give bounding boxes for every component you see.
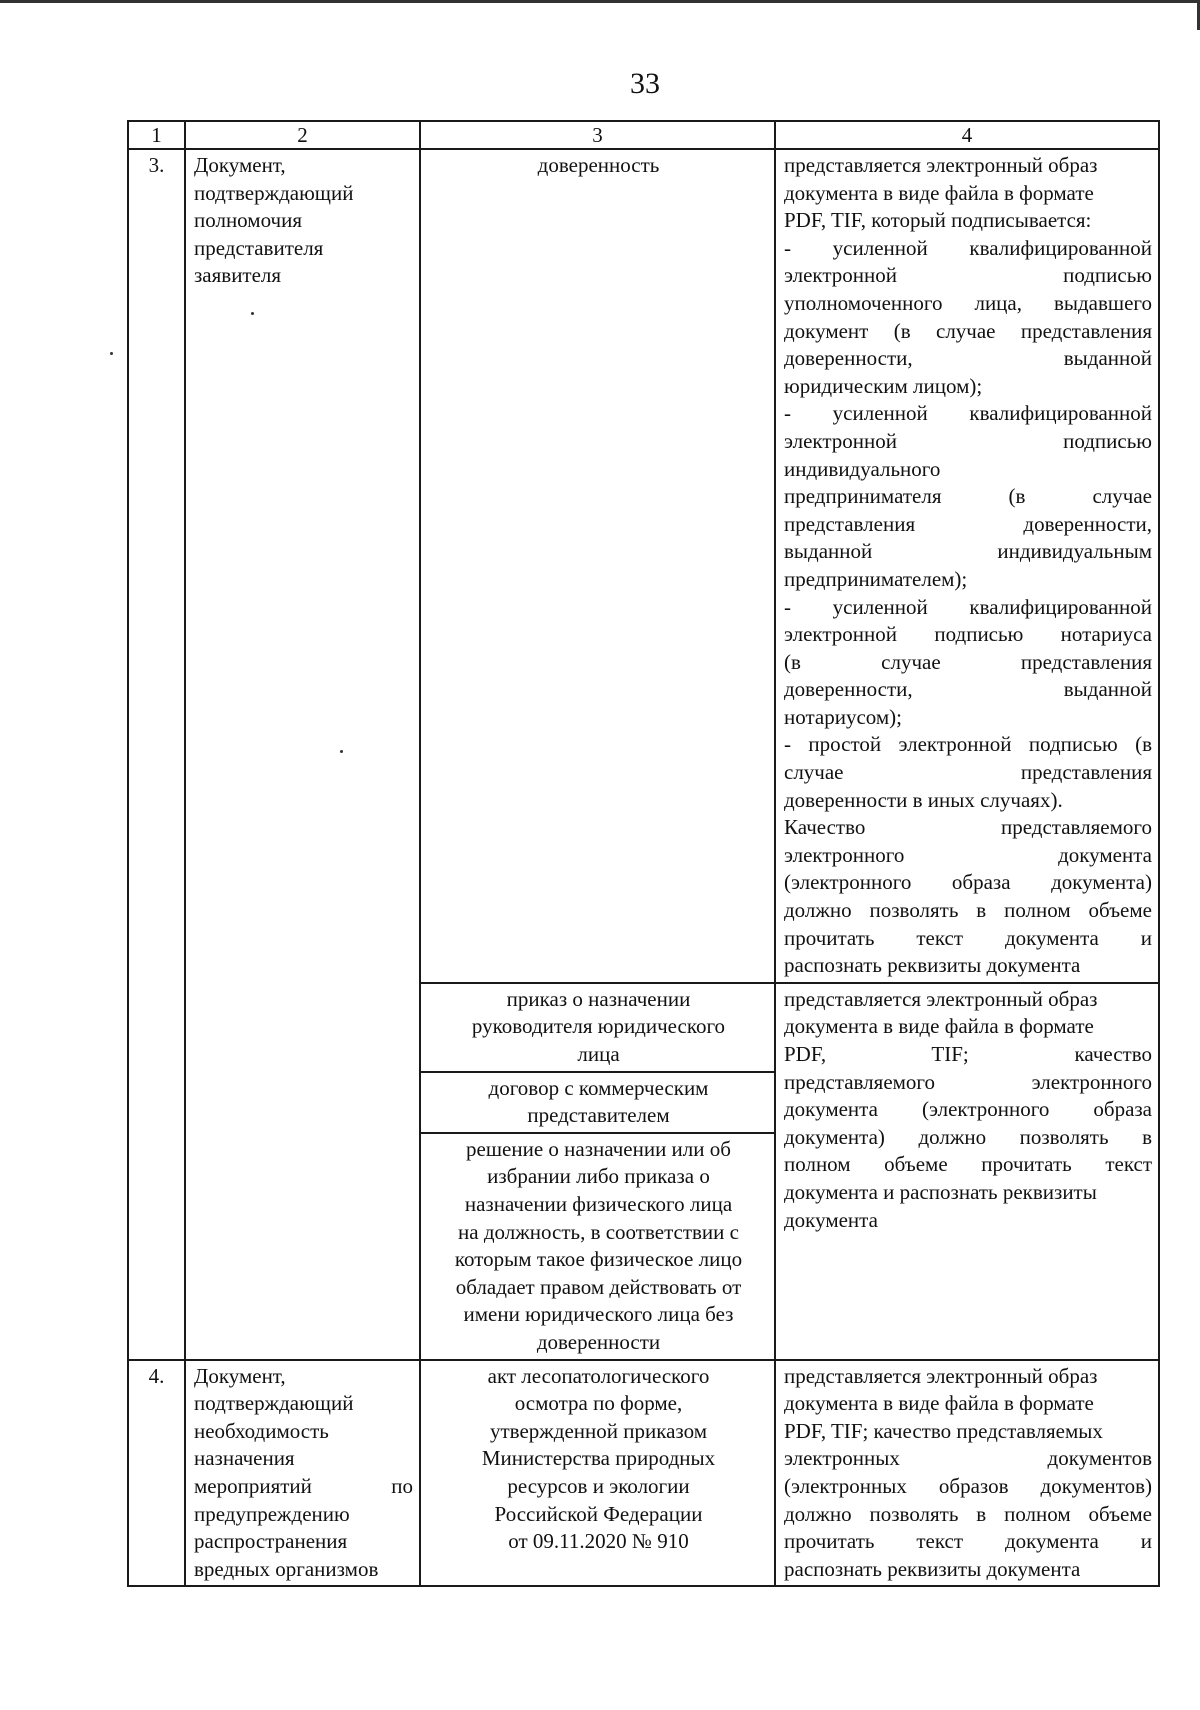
document-name-cell: акт лесопатологического осмотра по форме, утвержденной приказом Министерства природных ресурсов и экологии Российской Федерации от 09.11.2020 № 910 bbox=[420, 1360, 775, 1587]
column-number-3: 3 bbox=[420, 121, 775, 149]
row-number: 4. bbox=[128, 1360, 185, 1587]
document-name-cell: решение о назначении или об избрании либо приказа о назначении физического лица на должность, в соответствии с которым такое физическое лицо обладает правом действовать от имени юридического лица без доверенности bbox=[420, 1133, 775, 1360]
row-number: 3. bbox=[128, 149, 185, 1360]
requirements-table bbox=[127, 120, 1160, 1587]
scan-top-edge bbox=[0, 0, 1200, 3]
column-number-2: 2 bbox=[185, 121, 420, 149]
table-row bbox=[128, 1360, 1159, 1587]
scan-speck bbox=[110, 352, 113, 355]
table-header-row bbox=[128, 121, 1159, 149]
column-number-1: 1 bbox=[128, 121, 185, 149]
requirements-cell: представляется электронный образ документа в виде файла в формате PDF, TIF; качество представляемых электронных документов (электронных образов документов) должно позволять в полном объеме прочитать текст документа и распознать реквизиты документа bbox=[775, 1360, 1159, 1587]
document-name-cell: договор с коммерческим представителем bbox=[420, 1072, 775, 1133]
document-name-cell: приказ о назначении руководителя юридического лица bbox=[420, 983, 775, 1072]
document-type-cell: Документ, подтверждающий необходимость назначения мероприятий по предупреждению распространения вредных организмов bbox=[185, 1360, 420, 1587]
requirements-cell: представляется электронный образ документа в виде файла в формате PDF, TIF; качество представляемого электронного документа (электронного образа документа) должно позволять в полном объеме прочитать текст документа и распознать реквизиты документа bbox=[775, 983, 1159, 1360]
page-number: 33 bbox=[630, 67, 660, 100]
requirements-cell: представляется электронный образ документа в виде файла в формате PDF, TIF, который подписывается: - усиленной квалифицированной электронной подписью уполномоченного лица, выдавшего документ (в случае представления доверенности, выданной юридическим лицом); - усиленной квалифицированной электронной подписью индивидуального предпринимателя (в случае представления доверенности, выданной индивидуальным предпринимателем); - усиленной квалифицированной электронной подписью нотариуса (в случае представления доверенности, выданной нотариусом); - простой электронной подписью (в случае представления доверенности в иных случаях). Качество представляемого электронного документа (электронного образа документа) должно позволять в полном объеме прочитать текст документа и распознать реквизиты документа bbox=[775, 149, 1159, 983]
column-number-4: 4 bbox=[775, 121, 1159, 149]
document-name-cell: доверенность bbox=[420, 149, 775, 983]
table-row bbox=[128, 149, 1159, 983]
document-type-cell: Документ, подтверждающий полномочия представителя заявителя bbox=[185, 149, 420, 1360]
